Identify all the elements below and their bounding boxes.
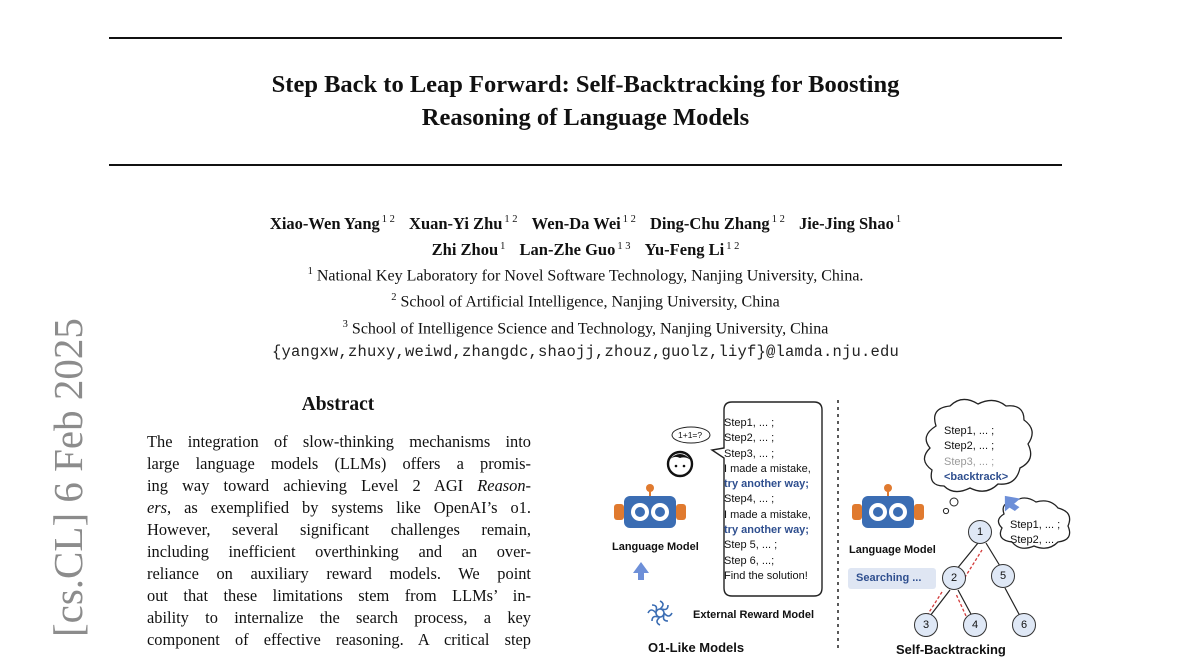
left-model-label: Language Model bbox=[612, 541, 699, 553]
authors-line-1 bbox=[109, 208, 1062, 235]
abstract-line: reliance on auxiliary reward models. We point bbox=[147, 564, 531, 583]
robot-icon bbox=[852, 484, 924, 528]
abstract-line: component of effective reasoning. A critical step bbox=[147, 630, 531, 649]
reasoning-bubble: Step1, ... ; Step2, ... ; Step3, ... ; I made a mistake, try another way; Step4, ... ; I made a mistake, try another way; Step 5, ... ; Step 6, ...; Find the solution! bbox=[724, 417, 811, 582]
affiliation: $^3$ School of Intelligence Science and Technology, Nanjing University, China bbox=[342, 318, 829, 337]
affiliation: $^1$ National Key Laboratory for Novel Software Technology, Nanjing University, China. bbox=[307, 266, 864, 285]
reward-model-icon bbox=[648, 601, 672, 625]
authors-line-2 bbox=[109, 235, 1062, 262]
abstract-line: including inefficient overthinking and an over- bbox=[147, 542, 531, 561]
affiliation: $^2$ School of Artificial Intelligence, Nanjing University, China bbox=[391, 292, 780, 311]
abstract-line: large language models (LLMs) offers a promis- bbox=[147, 454, 531, 473]
author: Ding-Chu Zhang $^{1 2}$ bbox=[650, 213, 785, 233]
tree-node: 2 bbox=[942, 566, 966, 590]
searching-badge: Searching ... bbox=[848, 568, 936, 589]
left-caption: O1-Like Models bbox=[648, 640, 745, 655]
backtrack-thought: Step1, ... ; Step2, ... ; Step3, ... ; <backtrack> bbox=[944, 425, 1009, 483]
author: Xuan-Yi Zhu $^{1 2}$ bbox=[409, 213, 518, 233]
reward-model-label: External Reward Model bbox=[693, 609, 815, 621]
abstract-line: ers, as exemplified by systems like OpenAI’s o1. bbox=[147, 498, 531, 517]
top-rule bbox=[109, 37, 1062, 39]
question-thought: 1+1=? bbox=[678, 430, 703, 440]
bottom-rule bbox=[109, 164, 1062, 166]
tree-node: 5 bbox=[991, 564, 1015, 588]
author-emails[interactable]: {yangxw,zhuxy,weiwd,zhangdc,shaojj,zhouz,guolz,liyf}@lamda.nju.edu bbox=[271, 342, 900, 361]
tree-node: 6 bbox=[1012, 613, 1036, 637]
author: Yu-Feng Li $^{1 2}$ bbox=[644, 240, 740, 259]
abstract-heading: Abstract bbox=[301, 394, 375, 415]
tree-node: 4 bbox=[963, 613, 987, 637]
abstract-body bbox=[147, 431, 531, 651]
right-caption: Self-Backtracking bbox=[896, 642, 1006, 657]
paper-title bbox=[109, 68, 1062, 134]
arxiv-stamp: [cs.CL] 6 Feb 2025 bbox=[45, 318, 91, 637]
author: Jie-Jing Shao $^1$ bbox=[798, 213, 902, 233]
abstract-line: The integration of slow-thinking mechanisms into bbox=[147, 432, 531, 451]
robot-icon bbox=[614, 484, 686, 528]
author: Zhi Zhou $^1$ bbox=[431, 240, 506, 259]
author: Lan-Zhe Guo $^{1 3}$ bbox=[519, 240, 631, 259]
abstract-line: However, several significant challenges remain, bbox=[147, 520, 531, 539]
abstract-line: ing way toward achieving Level 2 AGI Reason- bbox=[147, 476, 531, 495]
person-icon bbox=[668, 452, 692, 476]
title-line-2: Reasoning of Language Models bbox=[421, 104, 750, 131]
author: Wen-Da Wei $^{1 2}$ bbox=[531, 213, 636, 233]
abstract-line: out that these limitations stem from LLMs’ in- bbox=[147, 586, 531, 605]
right-model-label: Language Model bbox=[849, 544, 936, 556]
tree-node: 1 bbox=[968, 520, 992, 544]
title-line-1: Step Back to Leap Forward: Self-Backtracking for Boosting bbox=[271, 71, 900, 98]
tree-node: 3 bbox=[914, 613, 938, 637]
retry-thought: Step1, ... ; Step2, ... bbox=[1010, 519, 1061, 547]
abstract-line: ability to internalize the search process, a key bbox=[147, 608, 531, 627]
author-block bbox=[109, 208, 1062, 364]
figure-overview bbox=[600, 398, 1080, 657]
author: Xiao-Wen Yang $^{1 2}$ bbox=[269, 213, 395, 233]
